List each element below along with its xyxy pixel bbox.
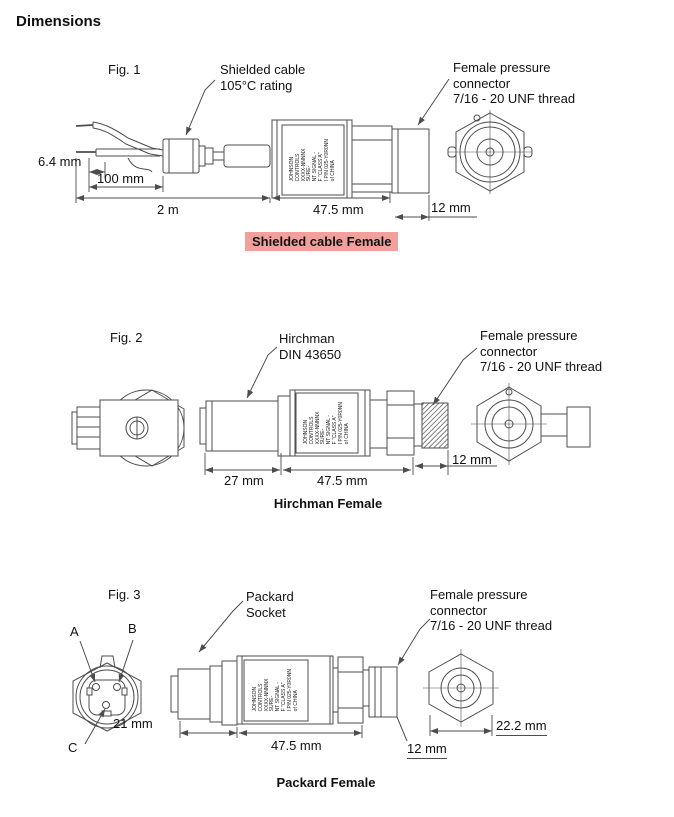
fig1-dim-cable: 2 m <box>157 202 179 217</box>
fig3-pin-b-label: B <box>128 621 137 636</box>
fig2-dim-thread: 12 mm <box>452 452 492 467</box>
fig2-device-label: JOHNSON CONTROLS XXXX-NNNNX SURE- NT SIGNAL - F "CLASS A" I P/N 025-Y0R0NN of CHINA <box>302 401 350 445</box>
fig3-socket-callout-line2: Socket <box>246 604 286 620</box>
fig3-connector-callout <box>430 587 552 634</box>
fig2-din-callout-line2: DIN 43650 <box>279 346 342 362</box>
fig1-device-label: JOHNSON CONTROLS XXXX-NNNNX SURE- NT SIGNAL - F "CLASS A" I P/N 025-Y0R0NN of CHINA <box>288 138 336 182</box>
fig3-dim-hex: 22.2 mm <box>496 718 547 736</box>
fig2-connector-callout-line3: 7/16 - 20 UNF thread <box>480 359 603 375</box>
fig2-dim-din: 27 mm <box>224 473 264 488</box>
fig3-label: Fig. 3 <box>108 587 141 602</box>
fig3-connector-callout-line1: Female pressure <box>430 587 528 602</box>
fig1-dim-body: 47.5 mm <box>313 202 364 217</box>
fig3-dimension-lines <box>180 715 492 738</box>
fig1-cable-callout-line1: Shielded cable <box>220 62 306 77</box>
fig3-caption: Packard Female <box>276 775 376 790</box>
fig3-dim-body: 47.5 mm <box>271 738 322 753</box>
fig3-connector-callout-line2: connector <box>430 602 488 618</box>
fig1-dim-thread: 12 mm <box>431 200 471 215</box>
fig1-cable-callout <box>220 62 305 93</box>
fig2-din-callout <box>279 331 341 362</box>
fig1-end-view <box>448 110 532 194</box>
fig1-label: Fig. 1 <box>108 62 141 77</box>
fig2-dim-body: 47.5 mm <box>317 473 368 488</box>
fig1-connector-callout-line2: connector <box>453 75 511 91</box>
fig1-connector-callout-line3: 7/16 - 20 UNF thread <box>453 91 576 107</box>
page-title: Dimensions <box>16 13 102 30</box>
fig1-dim-wire: 6.4 mm <box>38 154 82 169</box>
fig1-caption <box>245 234 398 249</box>
fig2-connector-callout <box>480 328 602 375</box>
fig3-end-view <box>423 649 499 727</box>
fig2-connector-callout-line2: connector <box>480 343 538 359</box>
fig3-pin-a-label: A <box>70 624 79 639</box>
fig3-socket-callout-line1: Packard <box>246 589 294 604</box>
fig2-din-callout-line1: Hirchman <box>279 331 335 346</box>
fig3-dim-socket: 21 mm <box>113 716 153 731</box>
fig2-label: Fig. 2 <box>110 330 143 345</box>
fig2-caption: Hirchman Female <box>273 496 383 511</box>
fig3-socket-callout <box>246 589 294 620</box>
fig3-device-label: JOHNSON CONTROLS XXXX-NNNNX SURE- NT SIGNAL - F "CLASS A" I P/N 025-Y0R0NN of CHINA <box>251 669 299 712</box>
fig2-rear-view <box>72 390 184 466</box>
fig1-connector-callout-line1: Female pressure <box>453 60 551 75</box>
fig1-caption-text: Shielded cable Female <box>245 232 398 251</box>
fig1-cable-callout-line2: 105°C rating <box>220 77 293 93</box>
fig1-dim-lead: 100 mm <box>97 171 144 186</box>
fig3-connector-callout-line3: 7/16 - 20 UNF thread <box>430 618 553 634</box>
fig2-connector-callout-line1: Female pressure <box>480 328 578 343</box>
fig3-dim-thread: 12 mm <box>407 741 447 759</box>
fig3-pin-c-label: C <box>68 740 78 755</box>
fig1-connector-callout <box>453 60 575 107</box>
